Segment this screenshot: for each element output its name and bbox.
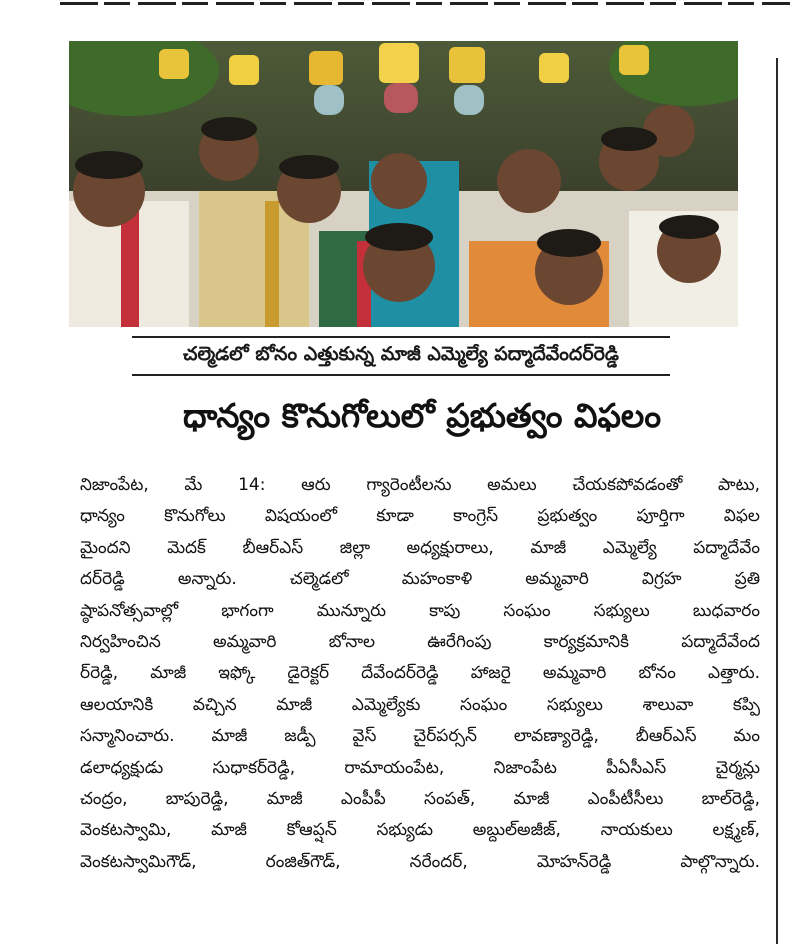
article-line: ర్‌రెడ్డి, మాజీ ఇఫ్కో డైరెక్టర్ దేవేందర్‌రెడ్డి హాజరై అమ్మవారి బోనం ఎత్తారు.: [80, 663, 760, 684]
article-line: ధాన్యం కొనుగోలు విషయంలో కూడా కాంగ్రెస్ ప్రభుత్వం పూర్తిగా విఫల: [80, 506, 760, 527]
article-line: చంద్రం, బాపురెడ్డి, మాజీ ఎంపీపీ సంపత్, మాజీ ఎంపీటీసీలు బాల్‌రెడ్డి,: [80, 788, 760, 809]
article-line: సన్మానించారు. మాజీ జడ్పీ వైస్ చైర్‌పర్సన్ లావణ్యారెడ్డి, బీఆర్‌ఎస్ మం: [80, 726, 760, 747]
article-line: నిర్వహించిన అమ్మవారి బోనాల ఊరేగింపు కార్యక్రమానికి పద్మాదేవేంద: [80, 631, 760, 652]
article-line: మైందని మెదక్ బీఆర్‌ఎస్ జిల్లా అధ్యక్షురాలు, మాజీ ఎమ్మెల్యే పద్మాదేవేం: [80, 537, 760, 558]
column-divider: [776, 58, 778, 944]
article-line: దర్‌రెడ్డి అన్నారు. చల్మెడలో మహంకాళి అమ్మవారి విగ్రహ ప్రతి: [80, 569, 760, 590]
article-headline: ధాన్యం కొనుగోలులో ప్రభుత్వం విఫలం: [182, 395, 662, 435]
article-body: [80, 470, 760, 878]
cropped-text-strip: [60, 2, 790, 5]
article-line: నిజాంపేట, మే 14: ఆరు గ్యారెంటీలను అమలు చేయకపోవడంతో పాటు,: [80, 475, 760, 495]
photo-crowd-bonam-procession-icon: [69, 41, 738, 327]
photo-caption: చల్మెడలో బోనం ఎత్తుకున్న మాజీ ఎమ్మెల్యే పద్మాదేవేందర్‌రెడ్డి: [183, 342, 619, 365]
news-photo: [69, 41, 738, 327]
article-line: డలాధ్యక్షుడు సుధాకర్‌రెడ్డి, రామాయంపేట, నిజాంపేట పీఏసీఎస్ చైర్మన్లు: [80, 757, 760, 778]
previous-article-strip: [60, 0, 800, 10]
photo-caption-box: [132, 336, 670, 376]
article-line: ఆలయానికి వచ్చిన మాజీ ఎమ్మెల్యేకు సంఘం సభ్యులు శాలువా కప్పి: [80, 694, 760, 715]
article-line: వెంకటస్వామి, మాజీ కోఆప్షన్ సభ్యుడు అబ్దుల్‌అజీజ్, నాయకులు లక్ష్మణ్,: [80, 820, 760, 841]
article-line: వెంకటస్వామిగౌడ్, రంజిత్‌గౌడ్, నరేందర్, మోహన్‌రెడ్డి పాల్గొన్నారు.: [80, 851, 760, 872]
article-line: ష్ఠాపనోత్సవాల్లో భాగంగా మున్నూరు కాపు సంఘం సభ్యులు బుధవారం: [80, 600, 760, 621]
